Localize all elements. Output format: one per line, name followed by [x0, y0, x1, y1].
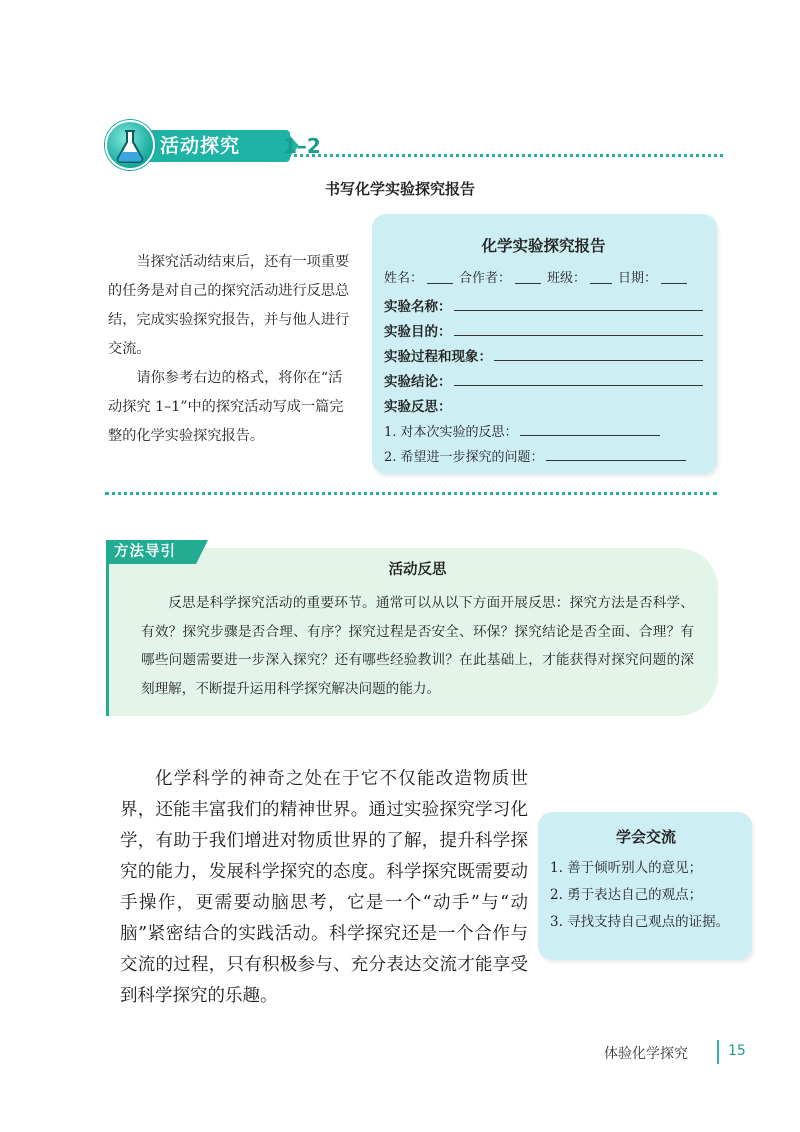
learn-item: 2. 勇于表达自己的观点；	[550, 887, 703, 903]
method-tag-tip	[196, 540, 208, 564]
intro-paragraph: 请你参考右边的格式，将你在“活动探究 1–1”中的探究活动写成一篇完整的化学实验探究报告。	[108, 370, 344, 444]
learn-item: 1. 善于倾听别人的意见；	[550, 860, 703, 876]
experiment-name-row	[384, 290, 703, 315]
method-text: 反思是科学探究活动的重要环节。通常可以从以下方面开展反思：探究方法是否科学、有效？探究步骤是否合理、有序？探究过程是否安全、环保？探究结论是否全面、合理？有哪些问题需要进一步深入探究？还有哪些经验教训？在此基础上，才能获得对探究问题的深刻理解，不断提升运用科学探究解决问题的能力。	[141, 595, 694, 697]
process-label: 实验过程和现象：	[384, 349, 492, 365]
report-info-row	[384, 264, 703, 286]
reflection-item-row	[384, 440, 703, 465]
report-title: 化学实验探究报告	[481, 237, 606, 255]
class-label: 班级：	[547, 271, 587, 286]
method-title: 活动反思	[388, 562, 447, 578]
conclusion-row	[384, 365, 703, 390]
activity-title: 书写化学实验探究报告	[324, 180, 475, 198]
conclusion-line	[454, 385, 704, 386]
page-number: 15	[728, 1043, 746, 1059]
process-row	[384, 340, 703, 365]
partner-blank	[515, 270, 541, 284]
report-template-card	[372, 214, 717, 474]
flask-icon-graphic	[107, 122, 153, 168]
class-blank	[590, 270, 612, 284]
experiment-purpose-row	[384, 315, 703, 340]
reflection-item-line	[546, 460, 686, 461]
experiment-name-line	[454, 310, 704, 311]
learn-communication-box	[538, 812, 752, 960]
main-paragraph: 化学科学的神奇之处在于它不仅能改造物质世界，还能丰富我们的精神世界。通过实验探究学习化学，有助于我们增进对物质世界的了解，提升科学探究的能力，发展科学探究的态度。科学探究既需要动手操作，更需要动脑思考，它是一个“动手”与“动脑”紧密结合的实践活动。科学探究还是一个合作与交流的过程，只有积极参与、充分表达交流才能享受到科学探究的乐趣。	[120, 769, 528, 1006]
date-blank	[661, 270, 687, 284]
activity-header	[105, 120, 725, 170]
reflection-item-label: 2. 希望进一步探究的问题：	[384, 450, 544, 465]
date-label: 日期：	[618, 271, 658, 286]
reflection-item-row	[384, 415, 703, 440]
activity-label: 活动探究	[140, 130, 290, 162]
learn-item: 3. 寻找支持自己观点的证据。	[550, 914, 730, 930]
name-label: 姓名：	[384, 271, 424, 286]
name-blank	[427, 270, 453, 284]
conclusion-label: 实验结论：	[384, 374, 452, 390]
partner-label: 合作者：	[459, 271, 512, 286]
reflection-item-line	[520, 435, 660, 436]
experiment-name-label: 实验名称：	[384, 299, 452, 315]
section-divider	[105, 492, 717, 495]
process-line	[494, 360, 703, 361]
method-tag: 方法导引	[106, 540, 196, 564]
intro-paragraph: 当探究活动结束后，还有一项重要的任务是对自己的探究活动进行反思总结，完成实验探究报告，并与他人进行交流。	[108, 254, 350, 357]
experiment-purpose-label: 实验目的：	[384, 324, 452, 340]
header-dotted-line	[253, 154, 723, 157]
footer-separator	[717, 1040, 719, 1064]
method-guide-box	[106, 548, 718, 716]
intro-text	[108, 248, 353, 451]
experiment-purpose-line	[454, 335, 704, 336]
flask-icon	[105, 120, 155, 170]
reflection-item-label: 1. 对本次实验的反思：	[384, 425, 518, 440]
footer-label: 体验化学探究	[604, 1046, 688, 1062]
reflection-label: 实验反思：	[384, 399, 452, 415]
reflection-row	[384, 390, 703, 415]
activity-number: 1–2	[283, 134, 321, 158]
learn-title: 学会交流	[615, 828, 676, 846]
